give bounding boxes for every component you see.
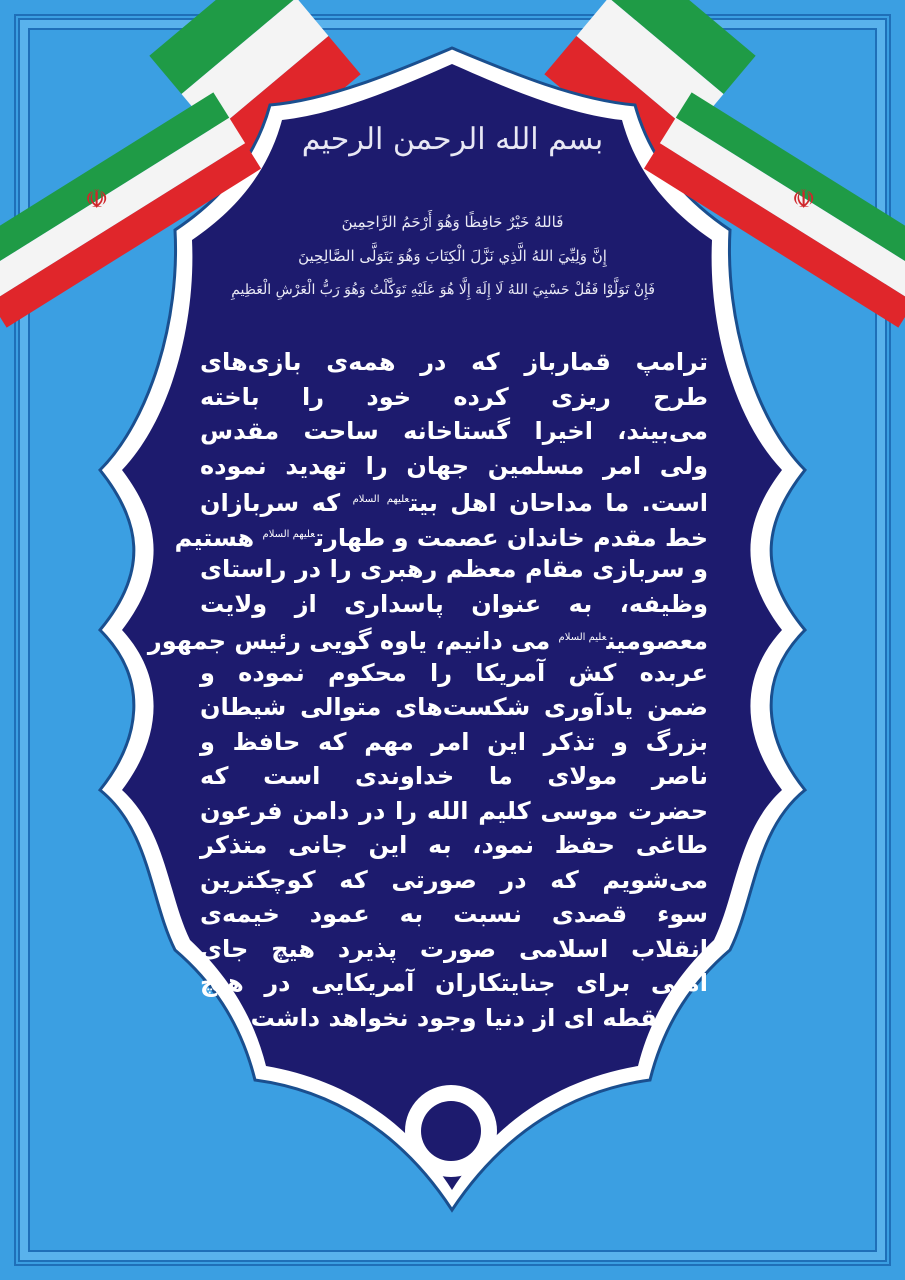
statement-line: [200, 1001, 708, 1036]
line-text: حضرت موسی کلیم الله را در دامن فرعون: [200, 796, 708, 825]
statement-line: [200, 656, 708, 691]
line-text: می دانیم، یاوه گویی رئیس جمهور: [147, 627, 559, 655]
flag-emblem-right: ☫: [792, 185, 816, 215]
statement-line: [200, 828, 708, 863]
honorific-superscript: علیهم السلام: [352, 494, 410, 505]
line-text: نقطه ای از دنیا وجود نخواهد داشت.: [241, 1003, 667, 1032]
line-text: و سربازی مقام معظم رهبری را در راستای: [200, 555, 708, 583]
line-text: انقلاب اسلامی صورت پذیرد هیچ جای: [200, 934, 708, 963]
flag-emblem-left: ☫: [85, 185, 109, 215]
line-text: عربده کش آمریکا را محکوم نموده و: [200, 658, 708, 687]
organization-logo: [405, 1085, 497, 1177]
line-text: معصومین: [606, 627, 708, 655]
line-text: سوء قصدی نسبت به عمود خیمه‌ی: [200, 900, 708, 928]
line-text: ولی امر مسلمین جهان را تهدید نموده: [200, 451, 708, 480]
statement-line: [200, 932, 708, 967]
line-text: که سربازان: [200, 489, 353, 517]
line-text: امنی برای جنایتکاران آمریکایی در هیچ: [200, 969, 708, 997]
line-text: می‌بیند، اخیرا گستاخانه ساحت مقدس: [200, 417, 708, 445]
honorific-superscript: علیهم السلام: [262, 528, 315, 540]
line-text: هستیم: [174, 523, 263, 552]
honorific-superscript: علیم السلام: [558, 632, 607, 643]
quran-verses: [231, 205, 655, 307]
line-text: می‌شویم که در صورتی که کوچکترین: [200, 865, 708, 894]
statement-line: [200, 863, 708, 898]
statement-line: [200, 725, 708, 760]
basmala-calligraphy: بسم الله الرحمن الرحیم: [301, 122, 604, 157]
statement-line: [200, 552, 708, 587]
line-text: خط مقدم خاندان عصمت و طهارت: [315, 523, 708, 552]
statement-line: [200, 690, 708, 725]
statement-line: [200, 449, 708, 484]
statement-line: [200, 897, 708, 932]
statement-line: [200, 414, 708, 449]
verse: إِنَّ وَلِيِّيَ اللهُ الَّذِي نَزَّلَ الْكِتَابَ وَهُوَ يَتَوَلَّى الصَّالِحِينَ: [298, 247, 607, 265]
line-text: ترامپ قمارباز که در همه‌ی بازی‌های: [200, 348, 708, 376]
line-text: بزرگ و تذکر این امر مهم که حافظ و: [200, 727, 708, 756]
verse: فَاللهُ خَيْرٌ حَافِظًا وَهُوَ أَرْحَمُ الرَّاحِمِينَ: [341, 213, 564, 231]
statement-text: [147, 345, 709, 1035]
statement-line: [200, 345, 708, 380]
statement-line: [200, 380, 708, 415]
statement-line: [147, 621, 708, 656]
verse: فَإِنْ تَوَلَّوْا فَقُلْ حَسْبِيَ اللهُ لَا إِلَهَ إِلَّا هُوَ عَلَيْهِ تَوَكَّلْتُ وَهُوَ رَبُّ الْعَرْشِ الْعَظِيمِ: [231, 282, 655, 298]
statement-line: [200, 759, 708, 794]
statement-line: [200, 587, 708, 622]
line-text: وظیفه، به عنوان پاسداری از ولایت: [200, 589, 708, 618]
line-text: طرح ریزی کرده خود را باخته: [200, 382, 708, 411]
line-text: ضمن یادآوری شکست‌های متوالی شیطان: [200, 693, 708, 721]
statement-line: [200, 966, 708, 1001]
line-text: است. ما مداحان اهل بیت: [409, 489, 709, 517]
statement-line: [200, 794, 708, 829]
statement-line: [200, 483, 708, 518]
line-text: طاغی حفظ نمود، به این جانی متذکر: [200, 831, 708, 859]
statement-line: [174, 518, 708, 553]
line-text: ناصر مولای ما خداوندی است که: [200, 762, 708, 790]
